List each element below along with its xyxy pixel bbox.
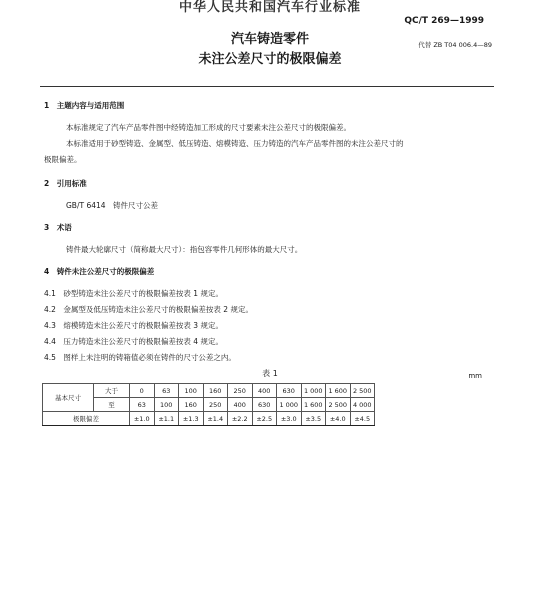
over-label: 大于 [94,384,130,398]
upto-cell: 63 [130,398,155,412]
deviation-cell: ±3.5 [301,412,326,426]
upto-cell: 100 [154,398,179,412]
section-2-heading: 2 引用标准 [44,179,87,188]
section-3-heading: 3 术语 [44,223,72,232]
upto-cell: 4 000 [350,398,375,412]
over-cell: 160 [203,384,228,398]
upto-cell: 160 [179,398,204,412]
over-cell: 63 [154,384,179,398]
standard-number: QC/T 269—1999 [404,16,484,26]
document-title-line1: 汽车铸造零件 [230,32,309,47]
section-2-reference: GB/T 6414 铸件尺寸公差 [66,201,159,210]
deviation-cell: ±2.2 [228,412,253,426]
over-cell: 0 [130,384,155,398]
table-row-deviation [43,412,375,426]
clause-4-5: 4.5 图样上未注明的铸箱值必须在铸件的尺寸公差之内。 [44,353,236,362]
upto-cell: 1 000 [277,398,302,412]
over-cell: 1 000 [301,384,326,398]
basic-size-label: 基本尺寸 [43,384,94,412]
clause-4-1: 4.1 砂型铸造未注公差尺寸的极限偏差按表 1 规定。 [44,289,223,298]
over-cell: 2 500 [350,384,375,398]
deviation-cell: ±1.3 [179,412,204,426]
deviation-cell: ±2.5 [252,412,277,426]
standard-category-header: 中华人民共和国汽车行业标准 [178,0,361,15]
over-cell: 250 [228,384,253,398]
over-cell: 1 600 [326,384,351,398]
section-3-definition: 铸件最大轮廓尺寸（简称最大尺寸）：指包容零件几何形体的最大尺寸。 [66,245,303,254]
header-divider [40,86,494,87]
upto-cell: 400 [228,398,253,412]
upto-cell: 630 [252,398,277,412]
over-cell: 630 [277,384,302,398]
table-row-over [43,384,375,398]
over-cell: 400 [252,384,277,398]
section-1-paragraph-2: 本标准适用于砂型铸造、金属型、低压铸造、熔模铸造、压力铸造的汽车产品零件图的未注公差尺寸的 [66,139,404,148]
upto-cell: 250 [203,398,228,412]
deviation-cell: ±3.0 [277,412,302,426]
table-1-unit: mm [468,372,482,380]
deviation-cell: ±1.0 [130,412,155,426]
section-1-paragraph-1: 本标准规定了汽车产品零件图中经铸造加工形成的尺寸要素未注公差尺寸的极限偏差。 [66,123,351,132]
table-1-caption: 表 1 [262,369,278,378]
over-cell: 100 [179,384,204,398]
deviation-cell: ±4.5 [350,412,375,426]
clause-4-4: 4.4 压力铸造未注公差尺寸的极限偏差按表 4 规定。 [44,337,223,346]
deviation-table [42,383,375,426]
clause-4-3: 4.3 熔模铸造未注公差尺寸的极限偏差按表 3 规定。 [44,321,223,330]
upto-cell: 1 600 [301,398,326,412]
upto-cell: 2 500 [326,398,351,412]
deviation-cell: ±1.1 [154,412,179,426]
section-1-heading: 1 主题内容与适用范围 [44,101,125,110]
document-title-line2: 未注公差尺寸的极限偏差 [198,52,342,67]
replaces-note: 代替 ZB T04 006.4—89 [418,41,492,49]
deviation-cell: ±1.4 [203,412,228,426]
clause-4-2: 4.2 金属型及低压铸造未注公差尺寸的极限偏差按表 2 规定。 [44,305,253,314]
upto-label: 至 [94,398,130,412]
section-4-heading: 4 铸件未注公差尺寸的极限偏差 [44,267,155,276]
deviation-label: 极限偏差 [43,412,130,426]
section-1-paragraph-2-cont: 极限偏差。 [44,155,82,164]
deviation-cell: ±4.0 [326,412,351,426]
